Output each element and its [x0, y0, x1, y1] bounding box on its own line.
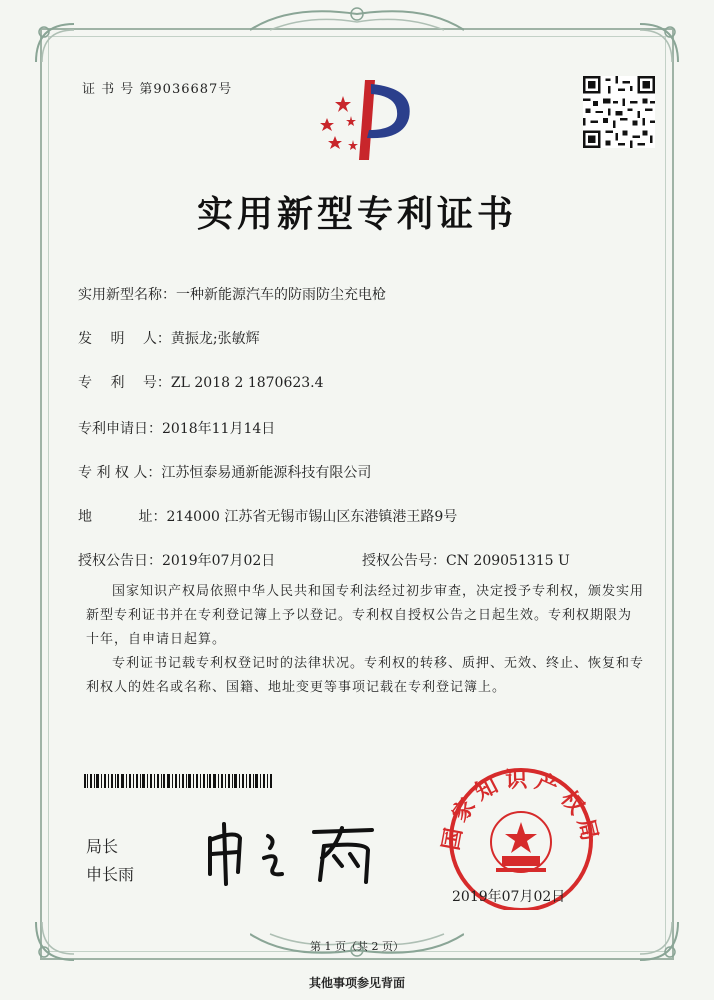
field-label: 发 明 人： [78, 331, 171, 347]
body-paragraph: 专利证书记载专利权登记时的法律状况。专利权的转移、质押、无效、终止、恢复和专利权人的姓名或名称、国籍、地址变更等事项记载在专利登记簿上。 [86, 656, 645, 695]
field-inventor [78, 328, 260, 348]
field-value: 2018年11月14日 [162, 421, 276, 437]
field-label: 地 址： [78, 509, 167, 525]
director-signature-icon [196, 818, 396, 890]
field-label: 专利申请日： [78, 421, 162, 437]
seal-date: 2019年07月02日 [452, 889, 566, 905]
patent-office-emblem-icon [305, 74, 417, 166]
corner-ornament-icon [32, 20, 78, 66]
field-value: 2019年07月02日 [162, 553, 276, 569]
field-label: 专 利 号： [78, 375, 171, 391]
field-label: 授权公告号： [362, 553, 446, 569]
field-address [78, 506, 457, 526]
director-role: 局长 [86, 837, 119, 856]
field-value: 一种新能源汽车的防雨防尘充电枪 [176, 287, 386, 303]
field-value: 黄振龙;张敏辉 [170, 331, 260, 347]
field-value: 江苏恒泰易通新能源科技有限公司 [161, 465, 372, 481]
corner-ornament-icon [636, 20, 682, 66]
director-name: 申长雨 [86, 865, 135, 884]
field-value: CN 209051315 U [446, 553, 570, 569]
field-grant-announcement-date [78, 550, 275, 570]
back-note: 其他事项参见背面 [308, 976, 405, 990]
seal-text: 国家知识产权局 [438, 767, 604, 853]
field-patent-number [78, 372, 324, 392]
body-paragraph: 国家知识产权局依照中华人民共和国专利法经过初步审查，决定授予专利权，颁发实用新型专利证书并在专利登记簿上予以登记。专利权自授权公告之日起生效。专利权期限为十年，自申请日起算。 [86, 584, 645, 647]
qr-code-icon [583, 76, 655, 148]
field-grant-announcement-number [362, 550, 570, 570]
field-label: 专 利 权 人： [78, 465, 162, 481]
certificate-title: 实用新型专利证书 [196, 193, 517, 235]
certificate-number: 证 书 号 第9036687号 [82, 82, 233, 97]
field-value: ZL 2018 2 1870623.4 [170, 375, 324, 391]
page-number: 第 1 页（共 2 页） [310, 940, 404, 953]
field-patentee [78, 462, 371, 482]
field-label: 授权公告日： [78, 553, 162, 569]
field-application-date [78, 418, 275, 438]
field-value: 214000 江苏省无锡市锡山区东港镇港王路9号 [166, 509, 458, 525]
field-label: 实用新型名称： [78, 287, 176, 303]
field-utility-model-name [78, 284, 386, 304]
barcode-icon [84, 774, 274, 788]
top-ornament-icon [250, 0, 464, 36]
